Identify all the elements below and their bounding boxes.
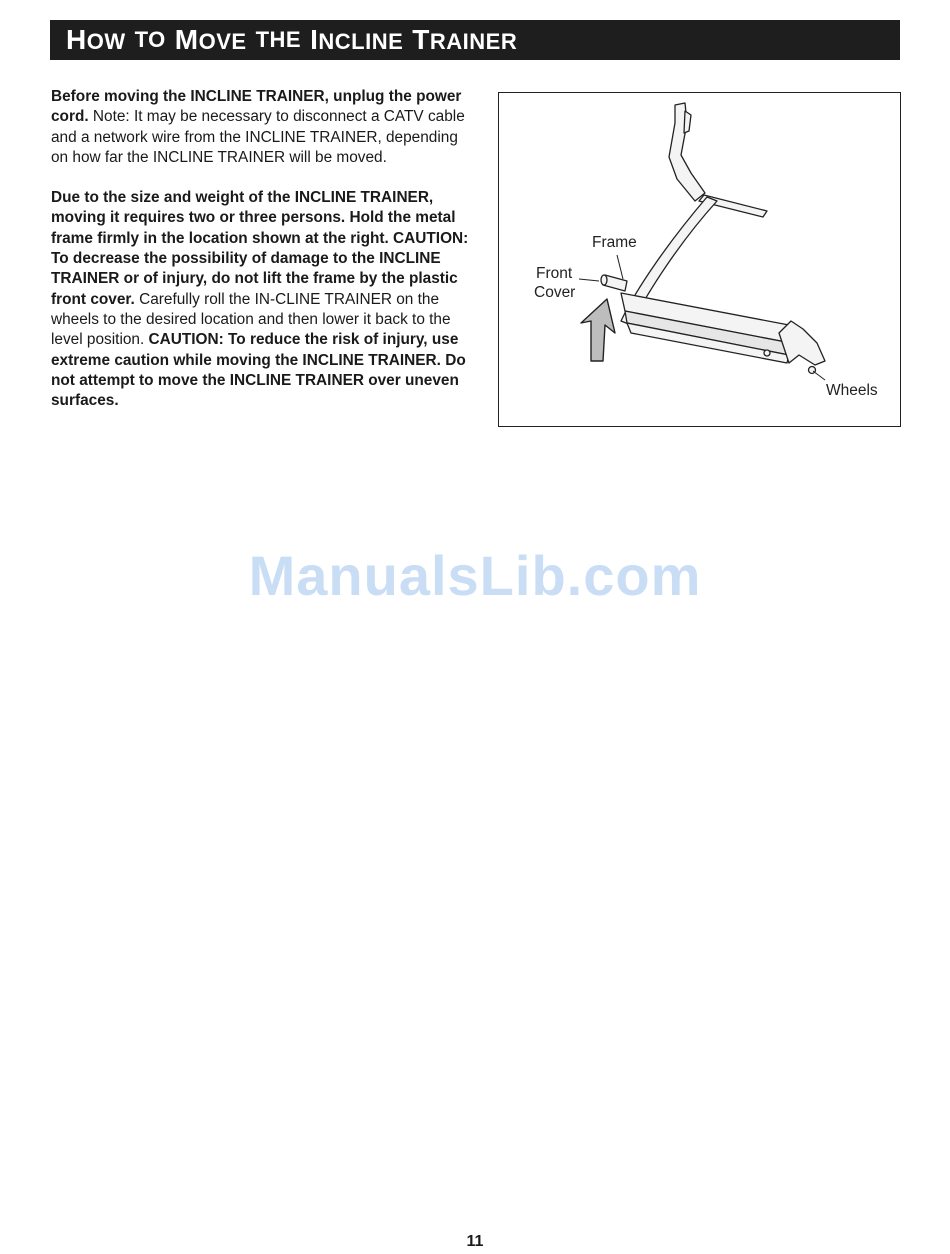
bold-text: Due to the size and weight of the INCLINE TRAINER, moving it requires two or three persons. Hold the metal frame firmly in the location shown at the right. CAUTION: To decrease the possibility of damage to the INCLINE TRAINER or of injury, do not lift the frame by the plastic front cover. [51,189,469,308]
lift-arrow-icon [581,299,615,361]
paragraph-moving [51,188,473,411]
title-word: THE [255,27,302,52]
watermark: ManualsLib.com [248,544,702,607]
instructions-text [51,87,473,411]
page-title [50,20,900,60]
title-word: MOVE [174,24,247,55]
incline-trainer-illustration [499,93,899,425]
wheels-label: Wheels [826,382,878,399]
incline-trainer-figure [498,92,901,427]
title-word: HOW [66,24,126,55]
frame-leader-line [617,255,623,279]
front-cover-leader-line [579,279,599,281]
mid-foot-shape [764,350,770,356]
front-cover-end [601,275,607,285]
normal-text: Carefully roll the IN-CLINE TRAINER on the wheels to the desired location and then lower it back to the level position. [51,290,451,349]
title-word: TO [134,27,166,52]
frame-label: Frame [592,234,637,251]
upright-bracket-shape [684,111,691,133]
normal-text: Note: It may be necessary to disconnect a CATV cable and a network wire from the INCLINE TRAINER, depending on how far the INCLINE TRAINER will be moved. [51,108,465,166]
wheels-leader-line [813,371,825,380]
title-word: TRAINER [412,24,518,55]
title-word: INCLINE [310,24,404,55]
bold-text: CAUTION: To reduce the risk of injury, use extreme caution while moving the INCLINE TRAINER. Do not attempt to move the INCLINE TRAINER over uneven surfaces. [51,331,466,410]
page-number: 11 [466,1233,484,1250]
front-cover-label-line1: Front [536,265,573,282]
paragraph-unplug [51,87,473,168]
front-cover-label-line2: Cover [534,284,576,301]
bold-text: Before moving the INCLINE TRAINER, unplug the power cord. [51,88,462,126]
